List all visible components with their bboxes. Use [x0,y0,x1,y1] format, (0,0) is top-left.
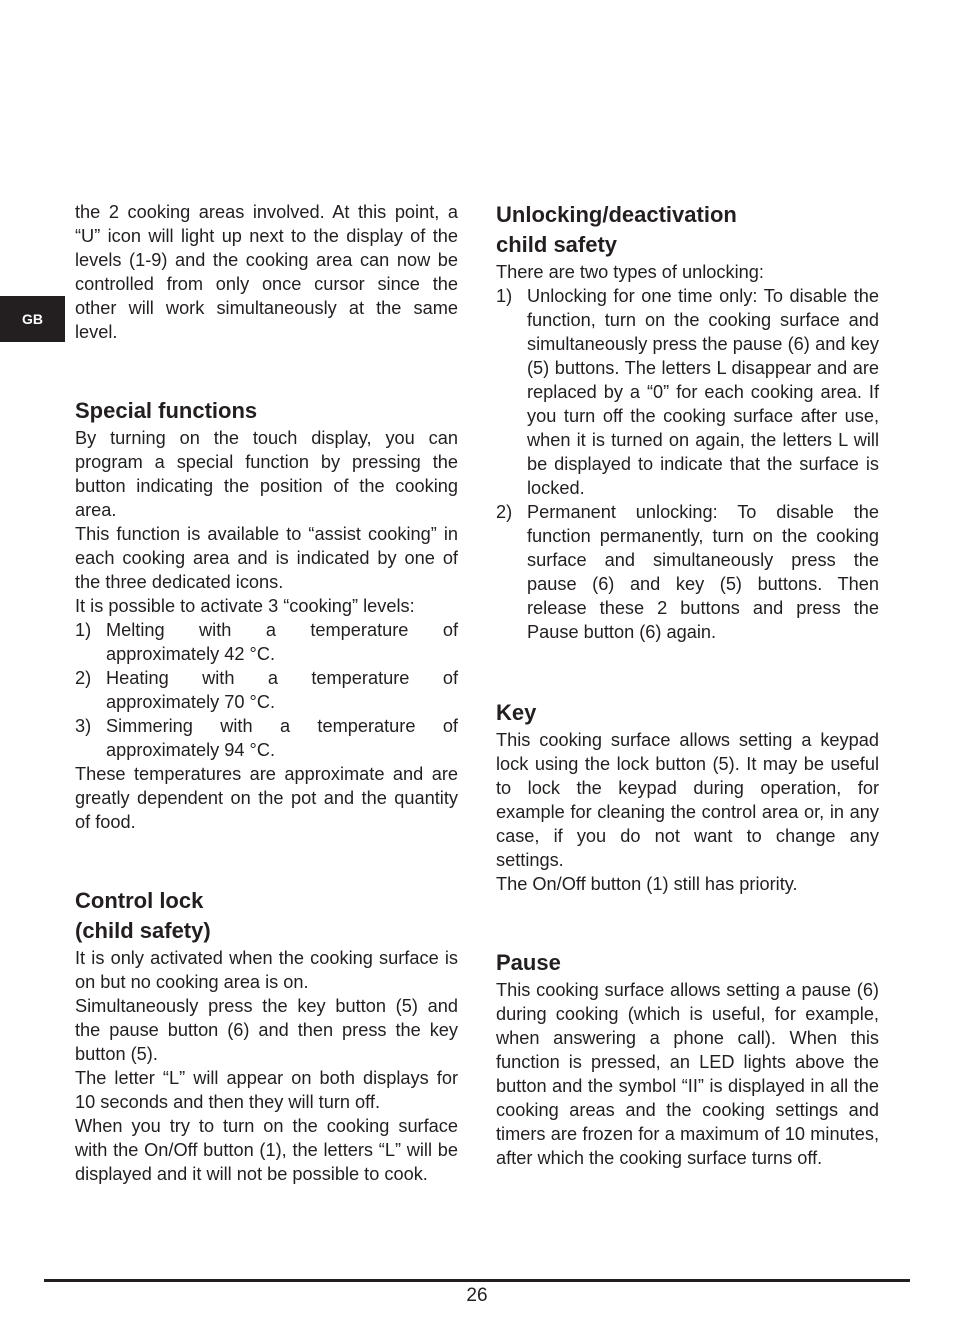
special-functions-p2: This function is available to “assist cooking” in each cooking area and is indicated by one of the three dedicated icons. [75,524,458,592]
left-column [75,200,458,1186]
list-item [75,618,458,666]
list-text-line2: approximately 42 °C. [106,644,276,664]
list-number: 2) [496,502,513,522]
key-heading: Key [496,700,537,725]
footer-divider [44,1279,910,1282]
special-functions-p1: By turning on the touch display, you can program a special function by pressing the button indicating the position of the cooking area. [75,428,458,520]
special-functions-heading: Special functions [75,398,258,423]
list-text [106,666,458,714]
list-number: 2) [75,668,92,688]
list-item [496,500,879,644]
special-functions-p4: These temperatures are approximate and are greatly dependent on the pot and the quantity of food. [75,764,458,832]
list-text: Permanent unlocking: To disable the function permanently, turn on the cooking surface and simultaneously press the pause (6) and key (5) buttons. Then release these 2 buttons and press the Pause button (6) again. [527,502,879,642]
control-lock-heading-line1: Control lock [75,888,204,913]
list-item [75,714,458,762]
control-lock-p3: The letter “L” will appear on both displays for 10 seconds and then they will turn off. [75,1068,458,1112]
list-item [75,666,458,714]
key-p2: The On/Off button (1) still has priority. [496,874,798,894]
unlocking-heading-line2: child safety [496,232,618,257]
right-column [496,200,879,1170]
list-text: Unlocking for one time only: To disable the function, turn on the cooking surface and simultaneously press the pause (6) and key (5) buttons. The letters L disappear and are replaced by a “0” for each cooking area. If you turn off the cooking surface after use, when it is turned on again, the letters L will be displayed to indicate that the surface is locked. [527,286,879,498]
language-tab: GB [0,296,65,342]
page-number: 26 [466,1285,488,1306]
list-item [496,284,879,500]
list-text-line2: approximately 94 °C. [106,740,276,760]
list-text [106,714,458,762]
control-lock-heading [75,886,458,946]
unlocking-heading [496,200,879,260]
list-text-line1: Melting with a temperature of [106,620,458,640]
key-p1: This cooking surface allows setting a keypad lock using the lock button (5). It may be useful to lock the keypad during operation, for example for cleaning the control area or, in any case, if you do not want to change any settings. [496,730,879,870]
control-lock-p4: When you try to turn on the cooking surface with the On/Off button (1), the letters “L” will be displayed and it will not be possible to cook. [75,1116,458,1184]
list-number: 1) [496,286,513,306]
control-lock-heading-line2: (child safety) [75,918,211,943]
intro-paragraph: the 2 cooking areas involved. At this point, a “U” icon will light up next to the display of the levels (1-9) and the cooking area can now be controlled from only once cursor since the other will work simultaneously at the same level. [75,202,458,342]
control-lock-p1: It is only activated when the cooking surface is on but no cooking area is on. [75,948,458,992]
pause-p1: This cooking surface allows setting a pause (6) during cooking (which is useful, for example, when answering a phone call). When this function is pressed, an LED lights above the button and the symbol “II” is displayed in all the cooking areas and the cooking settings and timers are frozen for a maximum of 10 minutes, after which the cooking surface turns off. [496,980,879,1168]
list-text-line1: Heating with a temperature of [106,668,458,688]
unlocking-p1: There are two types of unlocking: [496,262,764,282]
list-text-line2: approximately 70 °C. [106,692,276,712]
list-text-line1: Simmering with a temperature of [106,716,458,736]
list-text [106,618,458,666]
pause-heading: Pause [496,950,561,975]
list-number: 1) [75,620,92,640]
unlocking-heading-line1: Unlocking/deactivation [496,202,737,227]
control-lock-p2: Simultaneously press the key button (5) and the pause button (6) and then press the key button (5). [75,996,458,1064]
special-functions-p3: It is possible to activate 3 “cooking” levels: [75,596,415,616]
list-number: 3) [75,716,92,736]
